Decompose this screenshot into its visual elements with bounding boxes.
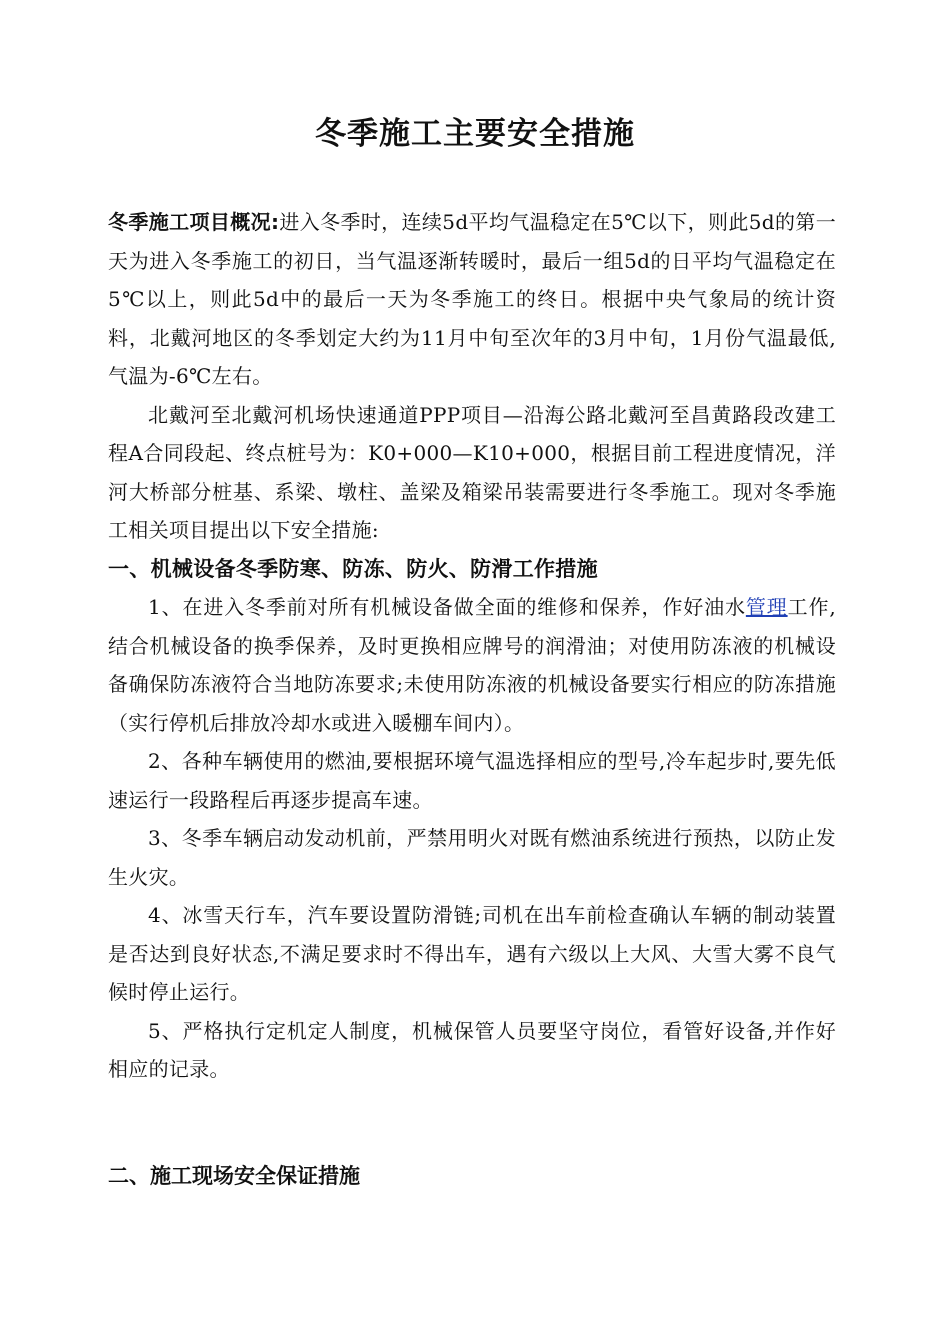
management-link[interactable]: 管理 bbox=[745, 595, 788, 619]
overview-text: 进入冬季时，连续5d平均气温稳定在5℃以下，则此5d的第一天为进入冬季施工的初日，当气温逐渐转暖时，最后一组5d的日平均气温稳定在5℃以上，则此5d中的最后一天为冬季施工的终日。根据中央气象局的统计资料，北戴河地区的冬季划定大约为11月中旬至次年的3月中旬，1月份气温最低,气温为-6℃左右。 bbox=[108, 210, 836, 388]
overview-paragraph bbox=[108, 203, 836, 396]
section1-item-2: 2、各种车辆使用的燃油,要根据环境气温选择相应的型号,冷车起步时,要先低速运行一段路程后再逐步提高车速。 bbox=[108, 749, 836, 812]
section2 bbox=[108, 1157, 836, 1196]
section1-item-1 bbox=[108, 588, 836, 742]
item1-text-before-link: 1、在进入冬季前对所有机械设备做全面的维修和保养，作好油水 bbox=[148, 595, 746, 619]
section1-heading: 一、机械设备冬季防寒、防冻、防火、防滑工作措施 bbox=[108, 556, 598, 581]
section1-item-5: 5、严格执行定机定人制度，机械保管人员要坚守岗位，看管好设备,并作好相应的记录。 bbox=[108, 1018, 836, 1081]
item1-text-after-link: 工作,结合机械设备的换季保养，及时更换相应牌号的润滑油；对使用防冻液的机械设备确保防冻液符合当地防冻要求;未使用防冻液的机械设备要实行相应的防冻措施（实行停机后排放冷却水或进入暖棚车间内）。 bbox=[108, 595, 836, 735]
section2-heading: 二、施工现场安全保证措施 bbox=[108, 1164, 360, 1188]
section1-item-4: 4、冰雪天行车，汽车要设置防滑链;司机在出车前检查确认车辆的制动装置是否达到良好状态,不满足要求时不得出车，遇有六级以上大风、大雪大雾不良气候时停止运行。 bbox=[108, 903, 836, 1004]
overview-label: 冬季施工项目概况: bbox=[108, 210, 280, 234]
section1-item-3: 3、冬季车辆启动发动机前，严禁用明火对既有燃油系统进行预热，以防止发生火灾。 bbox=[108, 826, 836, 889]
project-paragraph: 北戴河至北戴河机场快速通道PPP项目—沿海公路北戴河至昌黄路段改建工程A合同段起、终点桩号为：K0+000—K10+000，根据目前工程进度情况，洋河大桥部分桩基、系梁、墩柱、盖梁及箱梁吊装需要进行冬季施工。现对冬季施工相关项目提出以下安全措施: bbox=[108, 402, 836, 542]
document-body bbox=[108, 203, 836, 1089]
document-title: 冬季施工主要安全措施 bbox=[315, 116, 635, 152]
